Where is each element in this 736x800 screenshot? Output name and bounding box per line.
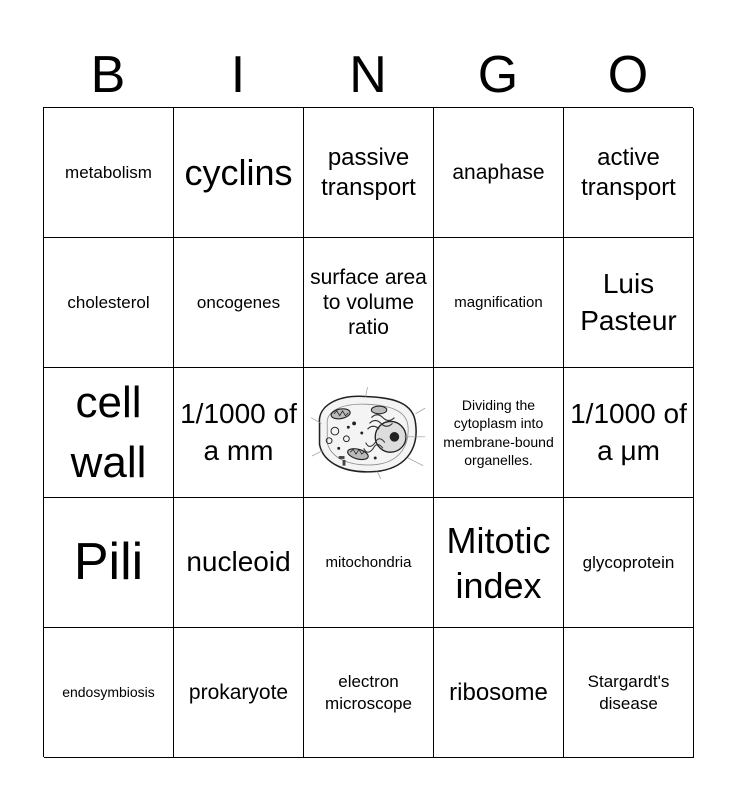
bingo-cell[interactable] — [434, 368, 564, 498]
cell-text: prokaryote — [188, 680, 289, 704]
bingo-header — [43, 44, 693, 106]
cell-text: Luis Pasteur — [580, 268, 677, 336]
header-letter-b: B — [90, 46, 126, 104]
bingo-cell[interactable] — [434, 628, 564, 758]
cell-text: electron microscope — [325, 672, 412, 713]
bingo-cell[interactable] — [174, 498, 304, 628]
cell-text: nucleoid — [186, 546, 291, 578]
bingo-cell[interactable] — [44, 628, 174, 758]
bingo-cell[interactable] — [564, 498, 694, 628]
cell-text: oncogenes — [196, 292, 281, 312]
header-letter-g: G — [477, 46, 519, 104]
cell-text: active transport — [581, 143, 676, 201]
bingo-cell[interactable] — [564, 108, 694, 238]
bingo-cell[interactable] — [304, 238, 434, 368]
bingo-cell[interactable] — [304, 498, 434, 628]
cell-text: passive transport — [321, 143, 416, 201]
bingo-cell[interactable] — [174, 628, 304, 758]
bingo-cell[interactable] — [434, 498, 564, 628]
header-letter-o: O — [607, 46, 649, 104]
bingo-cell[interactable] — [174, 368, 304, 498]
cell-text: ribosome — [449, 678, 548, 706]
animal-cell-diagram-icon — [308, 383, 429, 483]
cell-text: surface area to volume ratio — [310, 265, 427, 340]
cell-text: cholesterol — [67, 292, 150, 312]
bingo-card — [43, 107, 693, 757]
cell-text: 1/1000 of a mm — [180, 398, 297, 466]
bingo-cell[interactable] — [44, 368, 174, 498]
cell-text: anaphase — [452, 160, 545, 184]
bingo-cell[interactable] — [564, 368, 694, 498]
cell-text: endosymbiosis — [62, 684, 155, 701]
cell-text: magnification — [454, 293, 543, 311]
cell-text: Stargardt's disease — [587, 672, 670, 713]
bingo-cell[interactable] — [434, 238, 564, 368]
cell-text: 1/1000 of a μm — [570, 398, 687, 466]
bingo-cell[interactable] — [564, 238, 694, 368]
cell-text: Pili — [73, 533, 144, 592]
bingo-cell[interactable] — [44, 108, 174, 238]
bingo-cell[interactable] — [174, 238, 304, 368]
cell-text: mitochondria — [325, 553, 412, 571]
cell-text: cyclins — [184, 152, 293, 193]
bingo-cell[interactable] — [304, 108, 434, 238]
cell-text: metabolism — [65, 162, 152, 182]
bingo-cell-image[interactable] — [304, 368, 434, 498]
bingo-cell[interactable] — [44, 498, 174, 628]
cell-text: Mitotic index — [446, 519, 551, 606]
bingo-cell[interactable] — [304, 628, 434, 758]
header-letter-i: I — [230, 46, 246, 104]
bingo-cell[interactable] — [434, 108, 564, 238]
cell-text: cell wall — [70, 378, 147, 487]
cell-text: glycoprotein — [582, 552, 675, 572]
header-letter-n: N — [349, 46, 387, 104]
bingo-cell[interactable] — [44, 238, 174, 368]
cell-text: Dividing the cytoplasm into membrane-bound organelles. — [443, 397, 554, 468]
bingo-cell[interactable] — [174, 108, 304, 238]
bingo-cell[interactable] — [564, 628, 694, 758]
